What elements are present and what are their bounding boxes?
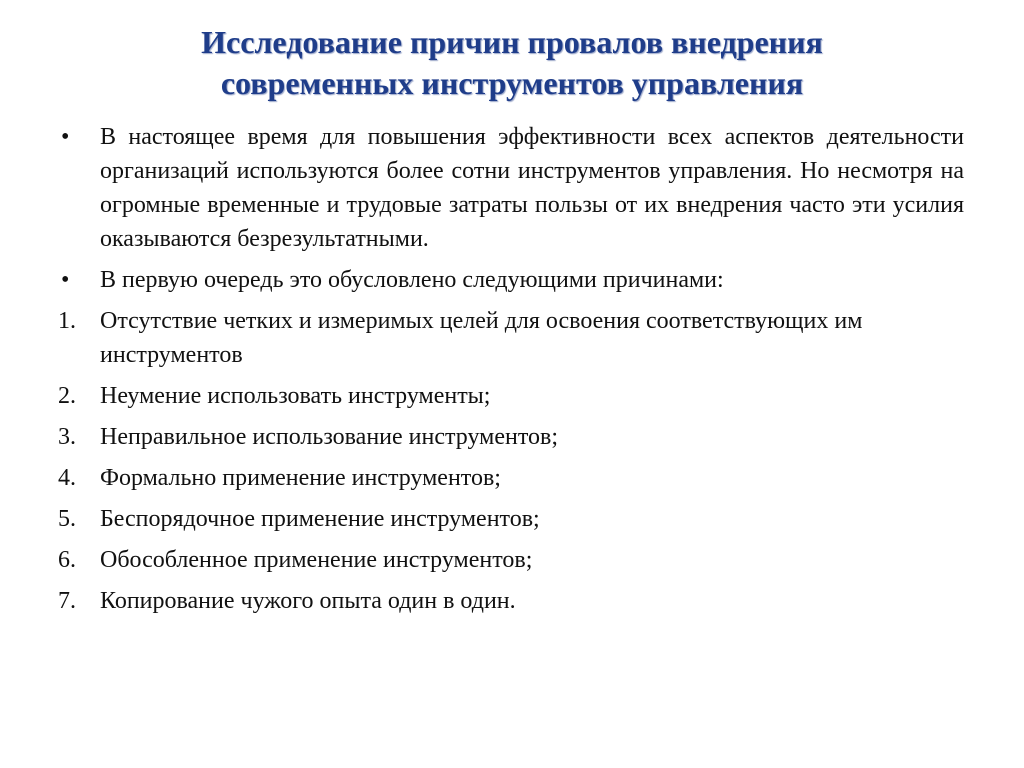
numbered-text: Неумение использовать инструменты; [100, 383, 491, 409]
bullet-marker: • [61, 267, 70, 293]
numbered-item [58, 502, 964, 536]
numbered-text: Беспорядочное применение инструментов; [100, 506, 540, 532]
numbered-item [58, 420, 964, 454]
slide-title-line-1: Исследование причин провалов внедрения [201, 24, 823, 60]
number-marker: 6. [58, 547, 76, 573]
bullet-text: В настоящее время для повышения эффективности всех аспектов деятельности организаций используются более сотни инструментов управления. Но несмотря на огромные временные и трудовые затраты пользы от их внедрения часто эти усилия оказываются безрезультатными. [100, 124, 964, 252]
numbered-text: Отсутствие четких и измеримых целей для освоения соответствующих им инструментов [100, 308, 863, 368]
number-marker: 7. [58, 588, 76, 614]
numbered-item [58, 304, 964, 372]
bullet-item [58, 263, 964, 297]
numbered-item [58, 379, 964, 413]
number-marker: 2. [58, 383, 76, 409]
numbered-text: Копирование чужого опыта один в один. [100, 588, 516, 614]
number-marker: 1. [58, 308, 76, 334]
bullet-item [58, 120, 964, 256]
slide-content [58, 120, 964, 625]
numbered-text: Неправильное использование инструментов; [100, 424, 559, 450]
bullet-text: В первую очередь это обусловлено следующими причинами: [100, 267, 724, 293]
slide-title-line-2: современных инструментов управления [220, 65, 804, 101]
slide-title [60, 22, 964, 104]
number-marker: 3. [58, 424, 76, 450]
number-marker: 4. [58, 465, 76, 491]
numbered-text: Обособленное применение инструментов; [100, 547, 533, 573]
number-marker: 5. [58, 506, 76, 532]
numbered-item [58, 461, 964, 495]
numbered-item [58, 543, 964, 577]
bullet-marker: • [61, 124, 70, 150]
numbered-text: Формально применение инструментов; [100, 465, 501, 491]
numbered-item [58, 584, 964, 618]
